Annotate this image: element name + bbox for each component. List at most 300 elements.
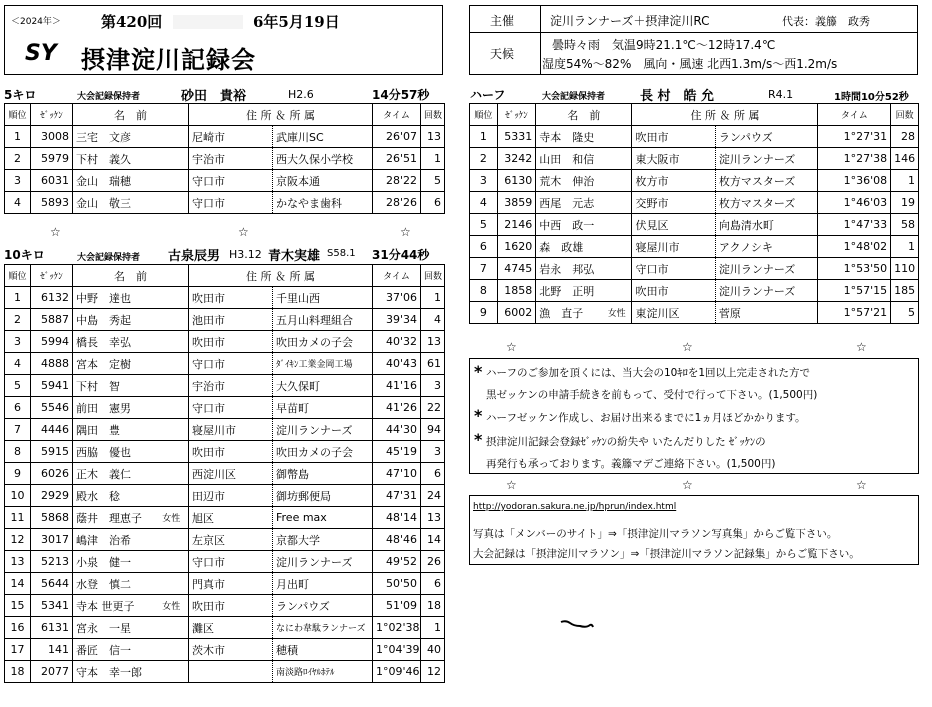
info-box: [469, 5, 918, 75]
club: 千里山西: [273, 287, 373, 309]
bib: 2146: [497, 214, 535, 236]
runner-name: 岩永 邦弘: [536, 258, 602, 280]
finish-time: 26'51: [373, 148, 421, 170]
race-10k-label: 10キロ: [4, 248, 45, 262]
bib: 3008: [31, 126, 73, 148]
city: 宇治市: [189, 148, 273, 170]
finish-time: 41'26: [373, 397, 421, 419]
club: 京都大学: [273, 529, 373, 551]
finish-time: 47'10: [373, 463, 421, 485]
links-box: [469, 495, 919, 565]
rank: 8: [5, 441, 31, 463]
bib: 6131: [31, 617, 73, 639]
rank: 13: [5, 551, 31, 573]
finish-time: 50'50: [373, 573, 421, 595]
city: 守口市: [189, 551, 273, 573]
asterisk-icon: *: [474, 430, 483, 449]
club: ランパウズ: [273, 595, 373, 617]
rank: 7: [470, 258, 498, 280]
header-box: [4, 5, 443, 75]
gender-note: [602, 170, 632, 192]
rank: 1: [5, 287, 31, 309]
gender-note: [155, 529, 189, 551]
count: 1: [421, 148, 445, 170]
club: 淀川ランナーズ: [273, 419, 373, 441]
pen-mark: [558, 616, 598, 636]
gender-note: 女性: [155, 507, 189, 529]
race-5k-record-year: H2.6: [288, 88, 314, 101]
count: 1: [891, 170, 919, 192]
star: ☆: [682, 478, 693, 492]
club: 淀川ランナーズ: [715, 148, 818, 170]
info-divider-v: [540, 6, 541, 74]
runner-name: 山田 和信: [536, 148, 602, 170]
finish-time: 40'43: [373, 353, 421, 375]
star: ☆: [856, 478, 867, 492]
runner-name: 寺本 隆史: [536, 126, 602, 148]
count: 1: [421, 287, 445, 309]
finish-time: 44'30: [373, 419, 421, 441]
runner-name: 金山 敬三: [73, 192, 155, 214]
runner-name: 橋長 幸弘: [73, 331, 155, 353]
club: 淀川ランナーズ: [273, 551, 373, 573]
bib: 5941: [31, 375, 73, 397]
club: 枚方マスターズ: [715, 192, 818, 214]
table-row: [5, 170, 445, 192]
gender-note: [155, 126, 189, 148]
col-time: タイム: [818, 104, 891, 126]
race-10k-holder-1-year: H3.12: [229, 248, 262, 261]
notice-1b: 黒ゼッケンの申請手続きを前もって、受付で行って下さい。(1,500円): [486, 389, 818, 401]
table-row: [5, 126, 445, 148]
table-row: [5, 375, 445, 397]
runner-name: 殿水 稔: [73, 485, 155, 507]
finish-time: 1°27'31: [818, 126, 891, 148]
count: 13: [421, 126, 445, 148]
notice-2: ハーフゼッケン作成し、お届け出来るまでに1ヵ月ほどかかります。: [486, 412, 806, 424]
bib: 6026: [31, 463, 73, 485]
count: 40: [421, 639, 445, 661]
table-row: [5, 397, 445, 419]
finish-time: 1°48'02: [818, 236, 891, 258]
bib: 6130: [497, 170, 535, 192]
gender-note: [155, 661, 189, 683]
city: 吹田市: [632, 280, 715, 302]
city: 吹田市: [189, 331, 273, 353]
rank: 12: [5, 529, 31, 551]
table-row: [5, 573, 445, 595]
runner-name: 隅田 豊: [73, 419, 155, 441]
table-row: [5, 661, 445, 683]
count: 12: [421, 661, 445, 683]
gender-note: [155, 309, 189, 331]
count: 19: [891, 192, 919, 214]
club: ﾀﾞｲｷﾝ工業金岡工場: [273, 353, 373, 375]
finish-time: 28'22: [373, 170, 421, 192]
table-row: [5, 507, 445, 529]
finish-time: 1°47'33: [818, 214, 891, 236]
race-10k-holder-2-year: S58.1: [327, 248, 356, 259]
city: 東淀川区: [632, 302, 715, 324]
runner-name: 宮本 定樹: [73, 353, 155, 375]
race-5k-record-label: 大会記録保持者: [77, 92, 141, 102]
half-record-year: R4.1: [768, 88, 794, 101]
club: 向島清水町: [715, 214, 818, 236]
bib: 4446: [31, 419, 73, 441]
city: 吹田市: [632, 126, 715, 148]
gender-note: [602, 192, 632, 214]
weather-line-1: 曇時々雨 気温9時21.1℃～12時17.4℃: [552, 38, 776, 52]
gender-note: [155, 148, 189, 170]
table-row: [5, 485, 445, 507]
rank: 10: [5, 485, 31, 507]
gender-note: [155, 485, 189, 507]
event-date: 6年5月19日: [253, 13, 340, 31]
runner-name: 漁 直子: [536, 302, 602, 324]
half-record-label: 大会記録保持者: [542, 92, 606, 102]
half-label: ハーフ: [470, 88, 506, 102]
bib: 5893: [31, 192, 73, 214]
col-name: 名 前: [73, 104, 189, 126]
city: 旭区: [189, 507, 273, 529]
runner-name: 水登 慎二: [73, 573, 155, 595]
bib: 5887: [31, 309, 73, 331]
race-10k-holder-2: 青木実雄: [268, 249, 321, 264]
count: 185: [891, 280, 919, 302]
gender-note: [155, 573, 189, 595]
bib: 5868: [31, 507, 73, 529]
gender-note: [602, 214, 632, 236]
count: 3: [421, 441, 445, 463]
gender-note: [602, 258, 632, 280]
gender-note: [155, 463, 189, 485]
table-row: [5, 192, 445, 214]
table-row: [5, 595, 445, 617]
records-note: 大会記録は「摂津淀川マラソン」⇒「摂津淀川マラソン記録集」からご覧下さい。: [473, 548, 860, 560]
bib: 3017: [31, 529, 73, 551]
star: ☆: [238, 225, 249, 239]
rank: 1: [5, 126, 31, 148]
race-5k-label: 5キロ: [4, 88, 37, 102]
star: ☆: [506, 340, 517, 354]
club: アクノシキ: [715, 236, 818, 258]
gender-note: [155, 397, 189, 419]
table-row: [5, 529, 445, 551]
star: ☆: [682, 340, 693, 354]
city: 守口市: [189, 353, 273, 375]
year-tag: ＜2024年＞: [11, 17, 61, 27]
col-name: 名 前: [73, 265, 189, 287]
rank: 14: [5, 573, 31, 595]
city: 灘区: [189, 617, 273, 639]
weather-line-2: 湿度54%～82% 風向・風速 北西1.3m/s～西1.2m/s: [542, 57, 838, 71]
bib: 5213: [31, 551, 73, 573]
club: かなやま歯科: [273, 192, 373, 214]
table-row: [5, 287, 445, 309]
finish-time: 49'52: [373, 551, 421, 573]
finish-time: 26'07: [373, 126, 421, 148]
club: 大久保町: [273, 375, 373, 397]
count: 13: [421, 507, 445, 529]
table-row: [5, 353, 445, 375]
runner-name: 前田 憲男: [73, 397, 155, 419]
star: ☆: [50, 225, 61, 239]
finish-time: 40'32: [373, 331, 421, 353]
club: 枚方マスターズ: [715, 170, 818, 192]
rank: 1: [470, 126, 498, 148]
notice-3a: 摂津淀川記録会登録ｾﾞｯｹﾝの紛失や いたんだりした ｾﾞｯｹﾝの: [486, 436, 766, 448]
count: 146: [891, 148, 919, 170]
runner-name: 北野 正明: [536, 280, 602, 302]
bib: 141: [31, 639, 73, 661]
bib: 1858: [497, 280, 535, 302]
city: 寝屋川市: [189, 419, 273, 441]
gender-note: [155, 170, 189, 192]
club: 五月山料理組合: [273, 309, 373, 331]
host-label: 主催: [490, 14, 515, 28]
col-address: 住 所 ＆ 所 属: [189, 265, 373, 287]
rank: 2: [470, 148, 498, 170]
club: 吹田カメの子会: [273, 441, 373, 463]
rank: 3: [5, 170, 31, 192]
rank: 17: [5, 639, 31, 661]
rank: 6: [5, 397, 31, 419]
bib: 5994: [31, 331, 73, 353]
gender-note: [602, 148, 632, 170]
notice-1a: ハーフのご参加を頂くには、当大会の10ｷﾛを1回以上完走された方で: [486, 367, 811, 379]
col-rank: 順位: [470, 104, 498, 126]
table-row: [470, 148, 919, 170]
finish-time: 1°09'46: [373, 661, 421, 683]
finish-time: 47'31: [373, 485, 421, 507]
table-row: [5, 148, 445, 170]
table-row: [470, 170, 919, 192]
club: 吹田カメの子会: [273, 331, 373, 353]
bib: 2077: [31, 661, 73, 683]
weather-label: 天候: [490, 47, 515, 61]
club: 武庫川SC: [273, 126, 373, 148]
runner-name: 中西 政一: [536, 214, 602, 236]
runner-name: 宮永 一星: [73, 617, 155, 639]
race-10k-table: [4, 264, 445, 683]
finish-time: 51'09: [373, 595, 421, 617]
star: ☆: [856, 340, 867, 354]
table-row: [470, 280, 919, 302]
runner-name: 小泉 健一: [73, 551, 155, 573]
count: 28: [891, 126, 919, 148]
runner-name: 嶋津 治希: [73, 529, 155, 551]
runner-name: 蔭井 理恵子: [73, 507, 155, 529]
rank: 11: [5, 507, 31, 529]
city: 東大阪市: [632, 148, 715, 170]
gender-note: [155, 375, 189, 397]
col-name: 名 前: [536, 104, 632, 126]
race-10k-record-label: 大会記録保持者: [77, 253, 141, 263]
rank: 4: [5, 192, 31, 214]
count: 13: [421, 331, 445, 353]
count: 94: [421, 419, 445, 441]
table-row: [470, 258, 919, 280]
city: 宇治市: [189, 375, 273, 397]
finish-time: 39'34: [373, 309, 421, 331]
rank: 16: [5, 617, 31, 639]
runner-name: 中野 達也: [73, 287, 155, 309]
col-bib: ｾﾞｯｹﾝ: [497, 104, 535, 126]
club: ランパウズ: [715, 126, 818, 148]
rank: 9: [470, 302, 498, 324]
city: 守口市: [632, 258, 715, 280]
bib: 5546: [31, 397, 73, 419]
count: 26: [421, 551, 445, 573]
finish-time: 1°57'15: [818, 280, 891, 302]
col-count: 回数: [421, 265, 445, 287]
club: Free max: [273, 507, 373, 529]
star: ☆: [506, 478, 517, 492]
bib: 2929: [31, 485, 73, 507]
count: 1: [421, 617, 445, 639]
header-row: [470, 104, 919, 126]
table-row: [470, 192, 919, 214]
runner-name: 正木 義仁: [73, 463, 155, 485]
club: 御幣島: [273, 463, 373, 485]
city: 吹田市: [189, 595, 273, 617]
redaction-mark: [173, 15, 243, 29]
notice-3b: 再発行も承っております。義籐マデご連絡下さい。(1,500円): [486, 458, 776, 470]
city: 寝屋川市: [632, 236, 715, 258]
col-bib: ｾﾞｯｹﾝ: [31, 104, 73, 126]
city: 守口市: [189, 397, 273, 419]
city: 田辺市: [189, 485, 273, 507]
finish-time: 45'19: [373, 441, 421, 463]
table-row: [5, 463, 445, 485]
rank: 18: [5, 661, 31, 683]
runner-name: 西尾 元志: [536, 192, 602, 214]
header-row: [5, 265, 445, 287]
bib: 5979: [31, 148, 73, 170]
star: ☆: [400, 225, 411, 239]
count: 6: [421, 573, 445, 595]
count: 6: [421, 192, 445, 214]
asterisk-icon: *: [474, 362, 483, 381]
race-5k-table: [4, 103, 445, 214]
city: 吹田市: [189, 441, 273, 463]
rank: 7: [5, 419, 31, 441]
gender-note: [155, 617, 189, 639]
count: 24: [421, 485, 445, 507]
rank: 8: [470, 280, 498, 302]
half-record-holder: 長 村 皓 允: [640, 89, 715, 104]
col-address: 住 所 ＆ 所 属: [189, 104, 373, 126]
rank: 9: [5, 463, 31, 485]
runner-name: 中島 秀起: [73, 309, 155, 331]
site-link[interactable]: http://yodoran.sakura.ne.jp/hprun/index.html: [473, 502, 677, 512]
col-time: タイム: [373, 265, 421, 287]
count: 58: [891, 214, 919, 236]
club: 西大久保小学校: [273, 148, 373, 170]
gender-note: [155, 551, 189, 573]
table-row: [5, 639, 445, 661]
city: 吹田市: [189, 287, 273, 309]
col-address: 住 所 ＆ 所 属: [632, 104, 818, 126]
rank: 5: [5, 375, 31, 397]
city: 左京区: [189, 529, 273, 551]
club: 月出町: [273, 573, 373, 595]
race-10k-record-time: 31分44秒: [372, 248, 430, 262]
table-row: [470, 126, 919, 148]
header-row: [5, 104, 445, 126]
finish-time: 1°27'38: [818, 148, 891, 170]
city: 池田市: [189, 309, 273, 331]
table-row: [470, 302, 919, 324]
host-name: 淀川ランナーズ＋摂津淀川RC: [550, 14, 710, 28]
count: 5: [891, 302, 919, 324]
asterisk-icon: *: [474, 406, 483, 425]
finish-time: 1°57'21: [818, 302, 891, 324]
gender-note: 女性: [602, 302, 632, 324]
city: 西淀川区: [189, 463, 273, 485]
rank: 3: [470, 170, 498, 192]
runner-name: 荒木 伸治: [536, 170, 602, 192]
club: 京阪本通: [273, 170, 373, 192]
count: 3: [421, 375, 445, 397]
bib: 4745: [497, 258, 535, 280]
bib: 6002: [497, 302, 535, 324]
rank: 5: [470, 214, 498, 236]
count: 1: [891, 236, 919, 258]
rank: 2: [5, 309, 31, 331]
club: 淀川ランナーズ: [715, 258, 818, 280]
count: 18: [421, 595, 445, 617]
notice-box: [469, 358, 919, 474]
club: なにわ韋駄ランナーズ: [273, 617, 373, 639]
city: 尼崎市: [189, 126, 273, 148]
count: 22: [421, 397, 445, 419]
bib: 3859: [497, 192, 535, 214]
gender-note: [155, 441, 189, 463]
finish-time: 37'06: [373, 287, 421, 309]
rank: 15: [5, 595, 31, 617]
club: 御坊郵便局: [273, 485, 373, 507]
table-row: [5, 331, 445, 353]
rank: 4: [5, 353, 31, 375]
rank: 2: [5, 148, 31, 170]
club: 早苗町: [273, 397, 373, 419]
table-row: [5, 441, 445, 463]
col-rank: 順位: [5, 265, 31, 287]
issue-number: 第420回: [101, 13, 163, 31]
bib: 5915: [31, 441, 73, 463]
col-count: 回数: [421, 104, 445, 126]
race-5k-record-time: 14分57秒: [372, 88, 430, 102]
finish-time: 1°36'08: [818, 170, 891, 192]
city: 枚方市: [632, 170, 715, 192]
finish-time: 41'16: [373, 375, 421, 397]
runner-name: 金山 瑞穂: [73, 170, 155, 192]
representative: 代表：義籐 政秀: [782, 15, 870, 28]
gender-note: [602, 280, 632, 302]
finish-time: 28'26: [373, 192, 421, 214]
city: [189, 661, 273, 683]
gender-note: [602, 236, 632, 258]
city: 門真市: [189, 573, 273, 595]
rank: 4: [470, 192, 498, 214]
gender-note: [155, 287, 189, 309]
city: 守口市: [189, 170, 273, 192]
count: 110: [891, 258, 919, 280]
gender-note: [155, 639, 189, 661]
table-row: [5, 309, 445, 331]
rank: 3: [5, 331, 31, 353]
